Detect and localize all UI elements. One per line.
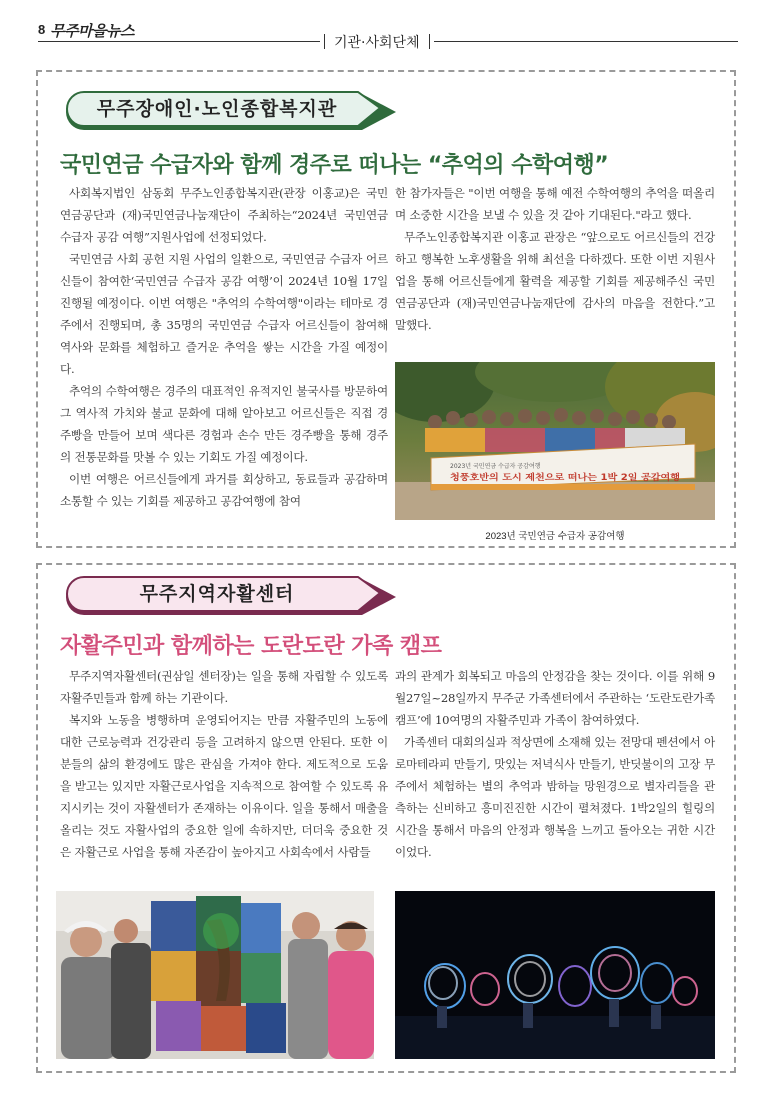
paragraph: 복지와 노동을 병행하며 운영되어지는 만큼 자활주민의 노동에 대한 근로능력과 건강관리 등을 고려하지 않으면 안된다. 또한 이분들의 삶의 환경에도 많은 관심을 가져야 한다. 제도적으로 도움을 받고는 있지만 자활근로사업을 지속적으로 참여할 수 있도록 유지시키는 것이 자활센터가 존재하는 이유이다. 일을 통해서 매출을 올리는 것도 자활사업의 중요한 일에 속하지만, 더더욱 중요한 것은 자활근로 사업을 통해 자존감이 높아지고 사회속에서 사람들: [60, 713, 388, 859]
group-photo: [395, 362, 715, 520]
paragraph: 국민연금 사회 공헌 지원 사업의 일환으로, 국민연금 수급자 어르신들이 참여한‘국민연금 수급자 공감 여행’이 2024년 10월 17일 진행될 예정이다. 이번 여행은 "추억의 수학여행"이라는 테마로 경주에서 진행되며, 총 35명의 국민연금 수급자 어르신들이 참여해 역사와 문화를 체험하고 즐거운 추억을 쌓는 시간을 가질 예정이다.: [60, 252, 388, 376]
page-number: 8: [38, 22, 46, 37]
article-column-left: [60, 665, 388, 863]
paragraph: 추억의 수학여행은 경주의 대표적인 유적지인 불국사를 방문하여 그 역사적 가치와 불교 문화에 대해 알아보고 어르신들은 직접 경주빵을 만들어 보며 색다른 경험과 손수 만든 경주빵을 통해 경주의 전통문화를 맛볼 수 있는 기회도 가질 예정이다.: [60, 384, 388, 464]
photo-caption: 2023년 국민연금 수급자 공감여행: [485, 531, 625, 542]
article-column-right: [395, 182, 715, 336]
masthead-logo: 무주마을뉴스: [50, 22, 134, 40]
article-headline: 자활주민과 함께하는 도란도란 가족 캠프: [60, 634, 442, 659]
light-painting-photo: [395, 891, 715, 1059]
paragraph: 이번 여행은 어르신들에게 과거를 회상하고, 동료들과 공감하며 소통할 수 있는 기회를 제공하고 공감여행에 참여: [60, 472, 388, 508]
paragraph: 사회복지법인 삼동회 무주노인종합복지관(관장 이홍교)은 국민연금공단과 (재)국민연금나눔재단이 주최하는“2024년 국민연금 수급자 공감 여행”지원사업에 선정되었다.: [60, 186, 388, 244]
article-self-support-center: [36, 563, 736, 1073]
org-banner: [62, 575, 402, 619]
article-welfare-center: [36, 70, 736, 548]
paragraph: 무주노인종합복지관 이홍교 관장은 “앞으로도 어르신들의 건강하고 행복한 노후생활을 위해 최선을 다하겠다. 또한 이번 지원사업을 통해 어르신들에게 활력을 제공할 기회를 제공해주신 국민연금공단과 (재)국민연금나눔재단에 감사의 마음을 전한다.”고 말했다.: [395, 230, 715, 332]
page-header: [0, 0, 765, 50]
paragraph: 과의 관계가 회복되고 마음의 안정감을 찾는 것이다. 이를 위해 9월27일~28일까지 무주군 가족센터에서 주관하는 ‘도란도란가족캠프’에 10여명의 자활주민과 가족이 참여하였다.: [395, 669, 715, 727]
painting-activity-photo: [56, 891, 374, 1059]
banner-subtitle: 2023년 국민연금 수급자 공감여행: [450, 463, 541, 470]
org-name: 무주지역자활센터: [139, 583, 295, 605]
banner-title: 청풍호반의 도시 제천으로 떠나는 1박 2일 공감여행: [450, 473, 644, 483]
paragraph: 한 참가자들은 "이번 여행을 통해 예전 수학여행의 추억을 떠올리며 소중한 시간을 보낼 수 있을 것 같아 기대된다."라고 했다.: [395, 186, 715, 222]
org-name: 무주장애인·노인종합복지관: [96, 98, 338, 120]
paragraph: 무주지역자활센터(권삼일 센터장)는 일을 통해 자립할 수 있도록 자활주민들과 함께 하는 기관이다.: [60, 669, 388, 705]
article-column-left: [60, 182, 388, 512]
paragraph: 가족센터 대회의실과 적상면에 소재해 있는 전망대 펜션에서 아로마테라피 만들기, 맛있는 저녁식사 만들기, 반딧불이의 고장 무주에서 체험하는 별의 추억과 밤하늘 망원경으로 별자리들을 관측하는 신비하고 흥미진진한 시간이 펼쳐졌다. 1박2일의 힐링의 시간을 통해서 마음의 안정과 행복을 느끼고 돌아오는 귀한 시간이었다.: [395, 735, 715, 859]
article-headline: 국민연금 수급자와 함께 경주로 떠나는 “추억의 수학여행”: [60, 153, 609, 178]
section-label: 기관·사회단체: [320, 32, 434, 52]
org-banner: [62, 90, 402, 134]
article-column-right: [395, 665, 715, 863]
